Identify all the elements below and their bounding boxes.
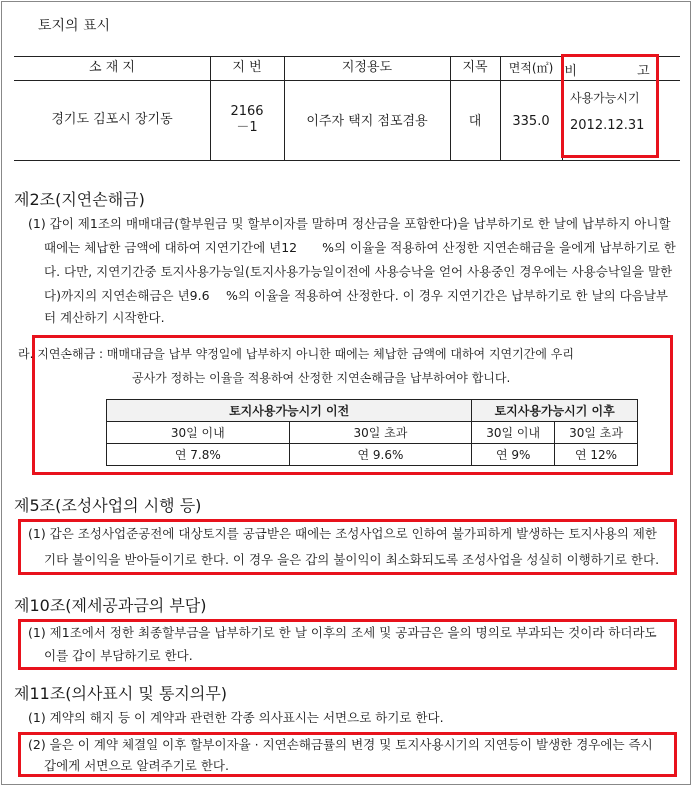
sub-after-over: 30일 초과 — [555, 422, 638, 444]
rate-after-within: 연 9% — [472, 444, 555, 466]
article11-heading: 제11조(의사표시 및 통지의무) — [14, 684, 228, 703]
header-location: 소 재 지 — [89, 60, 135, 75]
article2-line-5: 터 계산하기 시작한다. — [44, 310, 165, 325]
cell-note-date: 2012.12.31 — [570, 118, 645, 133]
group-after: 토지사용가능시기 이후 — [472, 400, 638, 422]
article2-line-1: (1) 갑이 제1조의 매매대금(할부원금 및 할부이자를 말하며 정산금을 포함한다)을 납부하기로 한 날에 납부하지 아니할 — [28, 216, 671, 231]
rate-before-within: 연 7.8% — [107, 444, 290, 466]
cell-area: 335.0 — [512, 114, 550, 129]
cell-note-label: 사용가능시기 — [570, 91, 640, 105]
article10-line-2: 이를 갑이 부담하기로 한다. — [44, 648, 193, 663]
article2-heading: 제2조(지연손해금) — [14, 190, 145, 209]
group-before: 토지사용가능시기 이전 — [107, 400, 472, 422]
cell-location: 경기도 김포시 장기동 — [51, 112, 173, 127]
cell-lot-a: 2166 — [230, 104, 264, 119]
land-section-title: 토지의 표시 — [38, 18, 111, 34]
cell-lot-b: －1 — [236, 120, 258, 135]
sub-before-within: 30일 이내 — [107, 422, 290, 444]
header-category: 지목 — [462, 60, 488, 75]
article11-line-3: 갑에게 서면으로 알려주기로 한다. — [44, 758, 229, 773]
sub-after-within: 30일 이내 — [472, 422, 555, 444]
article5-heading: 제5조(조성사업의 시행 등) — [14, 496, 202, 515]
article2-line-2: 때에는 체납한 금액에 대하여 지연기간에 년12 %의 이율을 적용하여 산정한 지연손해금을 을에게 납부하기로 한 — [44, 240, 676, 255]
late-fee-line-2: 공사가 정하는 이율을 적용하여 산정한 지연손해금을 납부하여야 합니다. — [132, 371, 511, 385]
article10-heading: 제10조(제세공과금의 부담) — [14, 596, 207, 615]
header-note: 비 고 — [564, 64, 678, 79]
late-fee-line-1: 라. 지연손해금 : 매매대금을 납부 약정일에 납부하지 아니한 때에는 체납한 금액에 대하여 지연기간에 우리 — [18, 347, 574, 361]
rate-before-over: 연 9.6% — [289, 444, 472, 466]
late-fee-rate-table — [106, 399, 638, 466]
header-use: 지정용도 — [341, 60, 393, 75]
article11-line-2: (2) 을은 이 계약 체결일 이후 할부이자율 · 지연손해금률의 변경 및 토지사용시기의 지연등이 발생한 경우에는 즉시 — [28, 737, 653, 752]
article5-line-2: 기타 불이익을 받아들이기로 한다. 이 경우 을은 갑의 불이익이 최소화되도록 조성사업을 성실히 이행하기로 한다. — [44, 552, 660, 567]
article10-line-1: (1) 제1조에서 정한 최종할부금을 납부하기로 한 날 이후의 조세 및 공과금은 을의 명의로 부과되는 것이라 하더라도 — [28, 625, 657, 640]
rate-after-over: 연 12% — [555, 444, 638, 466]
article5-line-1: (1) 갑은 조성사업준공전에 대상토지를 공급받은 때에는 조성사업으로 인하여 불가피하게 발생하는 토지사용의 제한 — [28, 526, 657, 541]
article2-line-4: 다)까지의 지연손해금은 년9.6 %의 이율을 적용하여 산정한다. 이 경우 지연기간은 납부하기로 한 날의 다음날부 — [44, 288, 668, 303]
article11-line-1: (1) 계약의 해지 등 이 계약과 관련한 각종 의사표시는 서면으로 하기로 한다. — [28, 710, 444, 725]
article2-line-3: 다. 다만, 지연기간중 토지사용가능일(토지사용가능일이전에 사용승낙을 얻어 사용중인 경우에는 사용승낙일을 말한 — [44, 264, 673, 279]
header-area: 면적(㎡) — [508, 61, 554, 75]
highlight-note-column — [561, 54, 659, 158]
cell-use: 이주자 택지 점포겸용 — [306, 114, 428, 129]
header-lot: 지 번 — [232, 60, 262, 75]
sub-before-over: 30일 초과 — [289, 422, 472, 444]
cell-category: 대 — [468, 114, 482, 129]
